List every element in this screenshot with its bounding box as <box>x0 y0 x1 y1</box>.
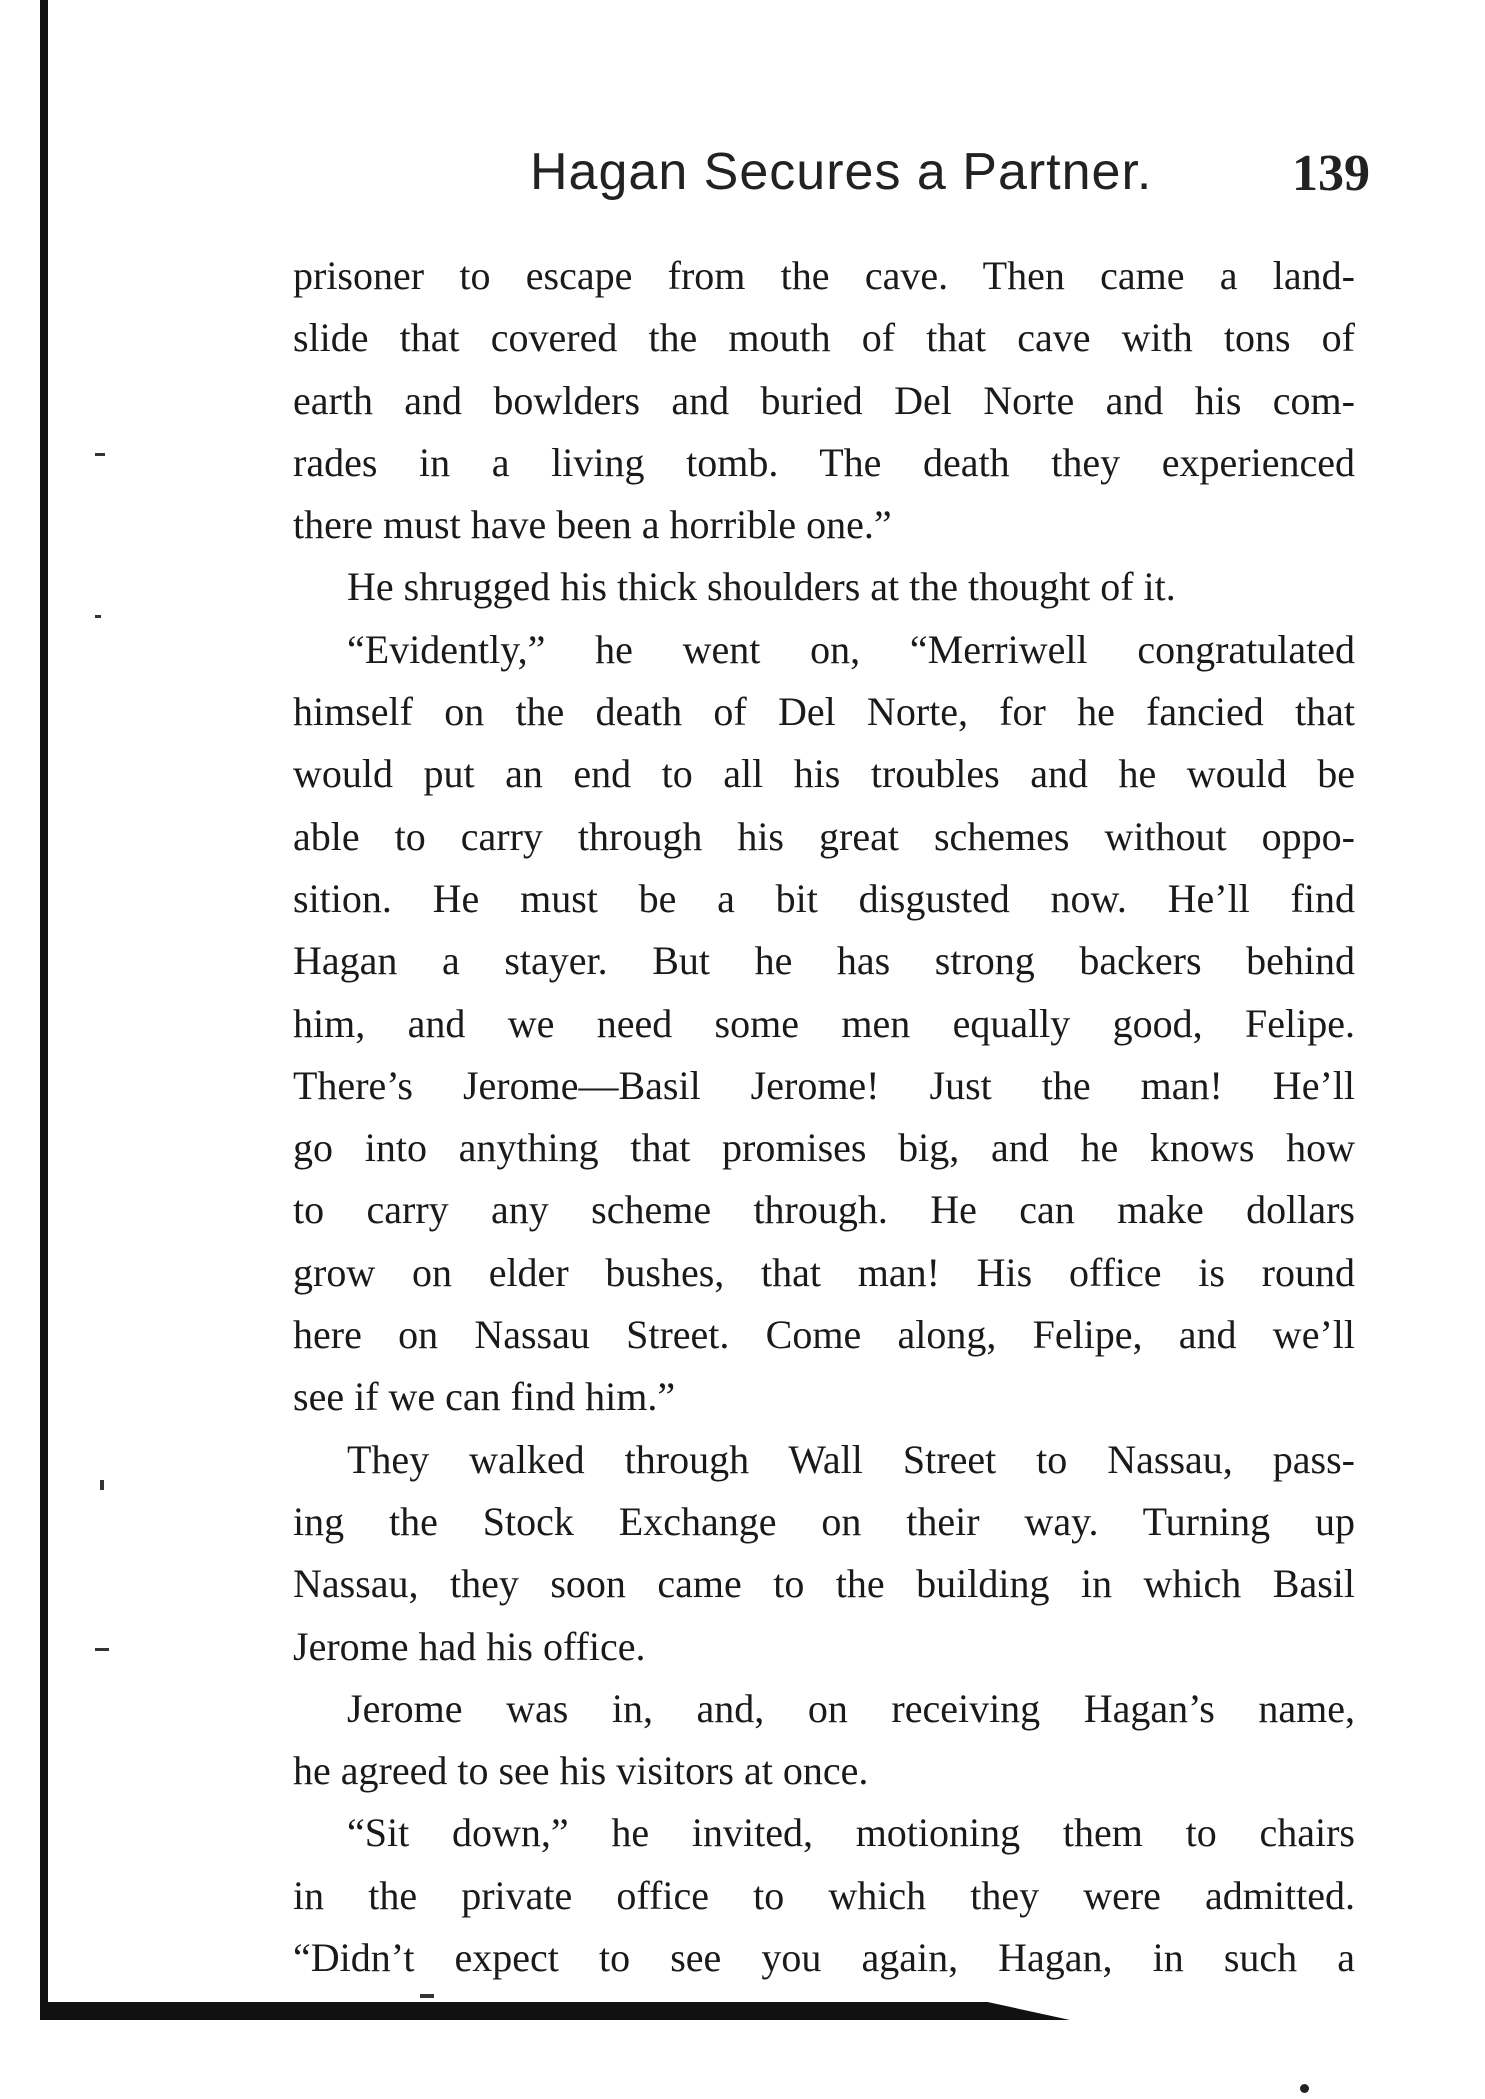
text-line: Jerome had his office. <box>293 1623 646 1669</box>
text-line: There’s Jerome—Basil Jerome! Just the man! He’ll <box>293 1062 1355 1108</box>
margin-mark <box>95 453 105 456</box>
page-number: 139 <box>1292 145 1370 202</box>
text-line: sition. He must be a bit disgusted now. He’ll find <box>293 875 1355 921</box>
text-line: Jerome was in, and, on receiving Hagan’s name, <box>347 1685 1355 1731</box>
text-line: slide that covered the mouth of that cave with tons of <box>293 315 1355 361</box>
text-line: himself on the death of Del Norte, for he fancied that <box>293 689 1355 735</box>
text-line: ing the Stock Exchange on their way. Turning up <box>293 1498 1355 1544</box>
text-line: Nassau, they soon came to the building in which Basil <box>293 1561 1355 1607</box>
text-line: there must have been a horrible one.” <box>293 502 892 548</box>
text-line: in the private office to which they were admitted. <box>293 1872 1355 1918</box>
text-line: would put an end to all his troubles and he would be <box>293 751 1355 797</box>
margin-mark <box>95 615 101 618</box>
text-line: rades in a living tomb. The death they experienced <box>293 439 1355 485</box>
text-line: “Sit down,” he invited, motioning them to chairs <box>347 1810 1355 1856</box>
text-line: here on Nassau Street. Come along, Felipe, and we’ll <box>293 1312 1355 1358</box>
text-line: He shrugged his thick shoulders at the thought of it. <box>347 564 1176 610</box>
text-line: prisoner to escape from the cave. Then came a land- <box>293 253 1355 298</box>
text-line: able to carry through his great schemes without oppo- <box>293 813 1355 859</box>
print-speck <box>1300 2084 1309 2093</box>
text-line: see if we can find him.” <box>293 1374 676 1420</box>
margin-mark <box>95 1648 109 1651</box>
page-binding-edge <box>40 0 48 2010</box>
text-line: grow on elder bushes, that man! His office is round <box>293 1249 1355 1295</box>
page-header <box>530 142 1370 208</box>
text-line: earth and bowlders and buried Del Norte and his com- <box>293 377 1355 423</box>
text-line: They walked through Wall Street to Nassau, pass- <box>347 1436 1355 1482</box>
page-bottom-edge <box>40 2002 1070 2020</box>
text-line: him, and we need some men equally good, Felipe. <box>293 1000 1355 1046</box>
text-line: to carry any scheme through. He can make dollars <box>293 1187 1355 1233</box>
running-head: Hagan Secures a Partner. <box>530 143 1153 201</box>
margin-mark <box>420 1994 434 1998</box>
margin-mark <box>100 1480 104 1490</box>
text-line: “Evidently,” he went on, “Merriwell congratulated <box>347 626 1355 672</box>
text-line: “Didn’t expect to see you again, Hagan, in such a <box>293 1935 1355 1981</box>
text-line: go into anything that promises big, and he knows how <box>293 1125 1355 1171</box>
text-line: Hagan a stayer. But he has strong backers behind <box>293 938 1355 984</box>
body-text <box>293 245 1355 1989</box>
text-line: he agreed to see his visitors at once. <box>293 1748 869 1794</box>
